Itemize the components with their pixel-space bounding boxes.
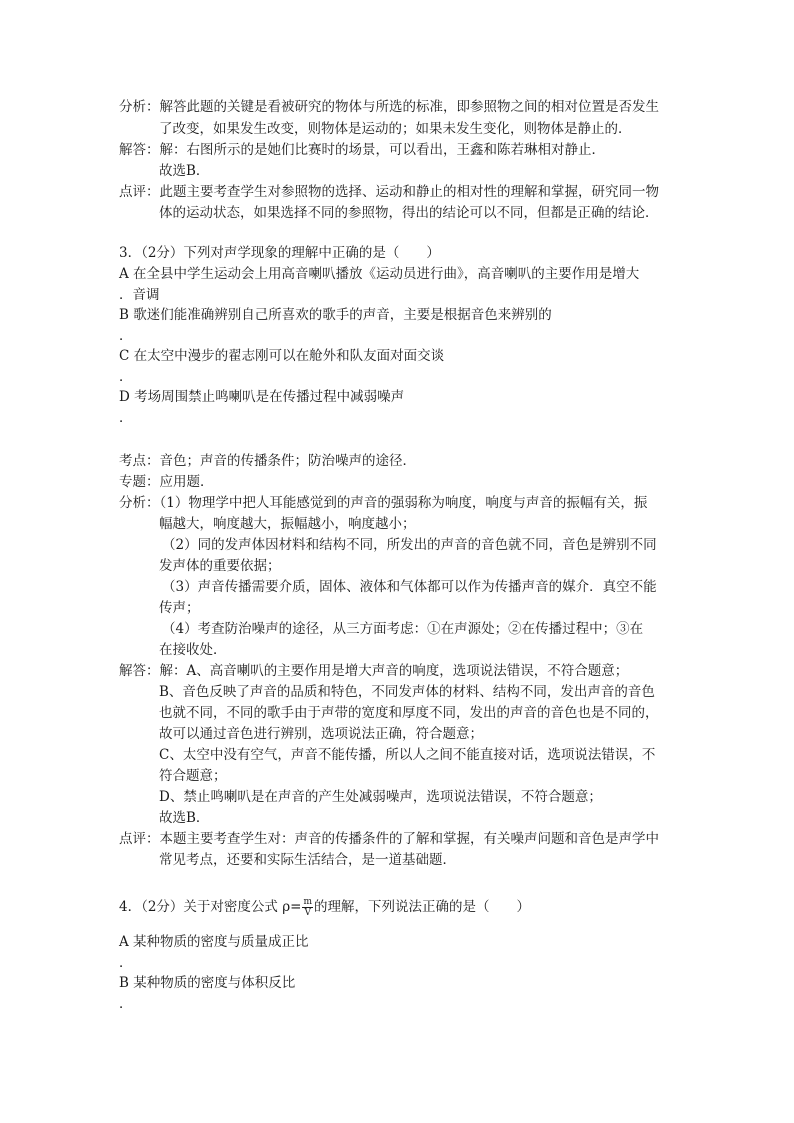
q3-option-b-line-1: B 歌迷们能准确辨别自己所喜欢的歌手的声音，主要是根据音色来辨别的 [119, 307, 552, 323]
q3-option-a-line-2: ．音调 [119, 287, 160, 303]
q3-answer-line-7: D、禁止鸣喇叭是在声音的产生处减弱噪声，选项说法错误，不符合题意； [159, 789, 602, 805]
q3-answer-line-8: 故选B． [159, 810, 210, 826]
q4-option-a-line-1: A 某种物质的密度与质量成正比 [119, 934, 309, 950]
q3-analysis-line-3: （2）同的发声体因材料和结构不同，所发出的声音的音色就不同，音色是辨别不同 [162, 537, 657, 553]
prev-comment-line-1: 点评：此题主要考查学生对参照物的选择、运动和静止的相对性的理解和掌握，研究同一物 [119, 184, 659, 200]
q3-comment-line-1: 点评：本题主要考查学生对：声音的传播条件的了解和掌握，有关噪声问题和音色是声学中 [119, 831, 659, 847]
q3-option-d-line-1: D 考场周围禁止鸣喇叭是在传播过程中减弱噪声 [119, 389, 405, 405]
q3-analysis-line-1: 分析：（1）物理学中把人耳能感觉到的声音的强弱称为响度，响度与声音的振幅有关，振 [119, 495, 648, 511]
q3-analysis-line-2: 幅越大，响度越大，振幅越小，响度越小； [159, 516, 416, 532]
prev-answer-line-1: 解答：解：右图所示的是她们比赛时的场景，可以看出，王鑫和陈若琳相对静止． [119, 142, 605, 158]
q4-stem [119, 897, 530, 918]
q3-answer-line-4: 故可以通过音色进行辨别，选项说法正确，符合题意； [159, 726, 483, 742]
q3-analysis-line-8: 在接收处． [159, 642, 227, 658]
q4-stem-suffix: 的理解，下列说法正确的是（ ） [314, 899, 531, 915]
prev-comment-line-2: 体的运动状态，如果选择不同的参照物，得出的结论可以不同，但都是正确的结论． [159, 205, 659, 221]
prev-analysis-line-2: 了改变，如果发生改变，则物体是运动的；如果未发生变化，则物体是静止的． [159, 121, 632, 137]
fraction-numerator: m [303, 897, 313, 907]
q3-kaodian: 考点：音色；声音的传播条件；防治噪声的途径． [119, 453, 416, 469]
q4-stem-prefix: 4．（2分）关于对密度公式 ρ= [119, 899, 302, 915]
q3-answer-line-5: C、太空中没有空气，声音不能传播，所以人之间不能直接对话，选项说法错误，不 [159, 747, 656, 763]
q4-option-b-line-2: ． [119, 996, 133, 1012]
q3-answer-line-1: 解答：解：A、高音喇叭的主要作用是增大声音的响度，选项说法错误，不符合题意； [119, 663, 629, 679]
prev-analysis-line-1: 分析：解答此题的关键是看被研究的物体与所选的标准，即参照物之间的相对位置是否发生 [119, 99, 659, 115]
q3-option-d-line-2: ． [119, 410, 133, 426]
fraction-denominator: V [304, 908, 311, 918]
q3-comment-line-2: 常见考点，还要和实际生活结合，是一道基础题． [159, 852, 456, 868]
q3-analysis-line-7: （4）考查防治噪声的途径，从三方面考虑：①在声源处；②在传播过程中；③在 [162, 621, 644, 637]
q3-option-c-line-2: ． [119, 369, 133, 385]
q4-option-a-line-2: ． [119, 955, 133, 971]
q3-answer-line-6: 符合题意； [159, 768, 227, 784]
q3-option-a-line-1: A 在全县中学生运动会上用高音喇叭播放《运动员进行曲》，高音喇叭的主要作用是增大 [119, 266, 640, 282]
q3-analysis-line-6: 传声； [159, 600, 200, 616]
q3-analysis-line-5: （3）声音传播需要介质，固体、液体和气体都可以作为传播声音的媒介．真空不能 [162, 579, 657, 595]
q3-analysis-line-4: 发声体的重要依据； [159, 558, 281, 574]
q3-zhuanti: 专题：应用题． [119, 474, 214, 490]
q3-option-c-line-1: C 在太空中漫步的翟志刚可以在舱外和队友面对面交谈 [119, 348, 445, 364]
q3-stem: 3．（2分）下列对声学现象的理解中正确的是（ ） [119, 245, 440, 261]
q3-answer-line-3: 也就不同，不同的歌手由于声带的宽度和厚度不同，发出的声音的音色也是不同的， [159, 705, 659, 721]
prev-answer-line-2: 故选B． [159, 163, 210, 179]
q3-answer-line-2: B、音色反映了声音的品质和特色，不同发声体的材料、结构不同，发出声音的音色 [159, 684, 655, 700]
q4-option-b-line-1: B 某种物质的密度与体积反比 [119, 975, 296, 991]
q3-option-b-line-2: ． [119, 328, 133, 344]
density-formula-fraction [302, 897, 313, 918]
